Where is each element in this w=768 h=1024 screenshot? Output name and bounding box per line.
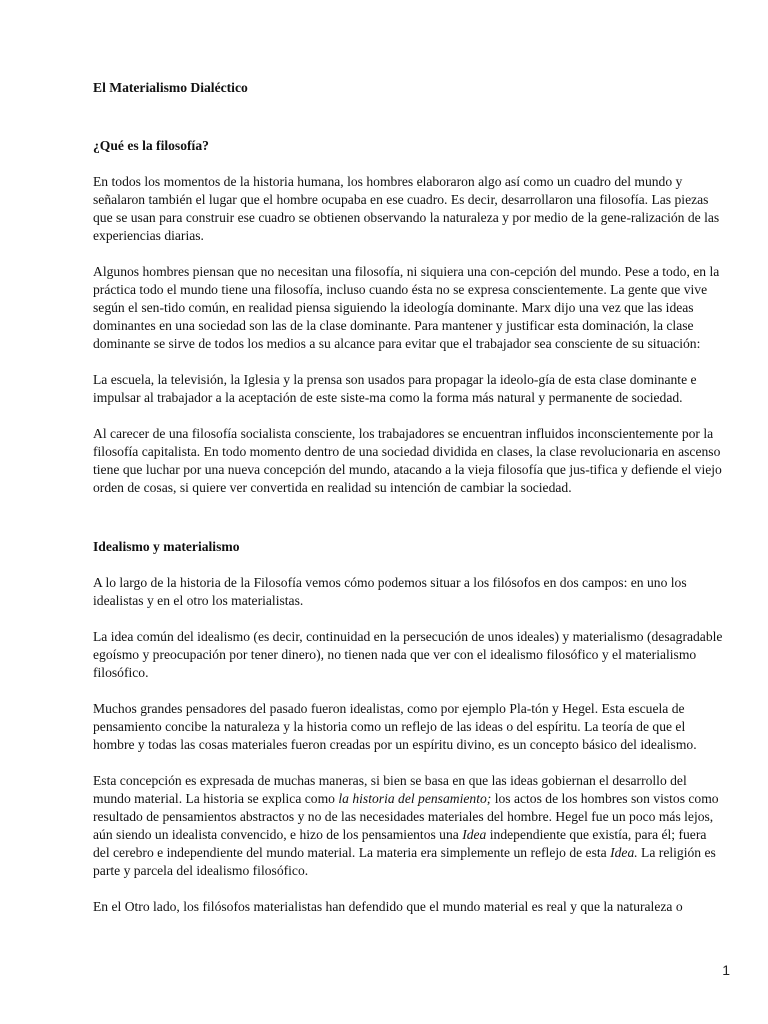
paragraph: En el Otro lado, los filósofos materialistas han defendido que el mundo material es real y que la naturaleza o <box>93 899 683 914</box>
emphasis: Idea <box>462 827 487 842</box>
paragraph: A lo largo de la historia de la Filosofía vemos cómo podemos situar a los filósofos en dos campos: en uno los idealistas y en el otro los materialistas. <box>93 575 687 608</box>
paragraph: La escuela, la televisión, la Iglesia y la prensa son usados para propagar la ideolo-gía de esta clase dominante e impulsar al trabajador a la aceptación de este siste-ma como la forma más natural y permanente de sociedad. <box>93 372 697 405</box>
section-heading: ¿Qué es la filosofía? <box>93 138 209 153</box>
paragraph: Muchos grandes pensadores del pasado fueron idealistas, como por ejemplo Pla-tón y Hegel. Esta escuela de pensamiento concibe la naturaleza y la historia como un reflejo de las ideas o del espíritu. La teoría de que el hombre y todas las cosas materiales fueron creadas por un espíritu divino, es un concepto básico del idealismo. <box>93 701 697 752</box>
text-run: Esta concepción es expresada de muchas maneras, si bien se basa en que las ideas gobiernan el desarrollo del mundo material. La historia se explica como <box>93 773 687 806</box>
paragraph-with-emphasis <box>93 772 723 880</box>
page-body <box>93 79 723 916</box>
emphasis: Idea. <box>610 845 638 860</box>
paragraph: La idea común del idealismo (es decir, continuidad en la persecución de unos ideales) y materialismo (desagradable egoísmo y preocupación por tener dinero), no tienen nada que ver con el idealismo filosófico y el materialismo filosófico. <box>93 629 723 680</box>
text-run: los actos de los hombres son vistos como resultado de pensamientos abstractos y no de las necesidades materiales del hombre. Hegel fue un poco más lejos, aún siendo un idealista convencido, e hizo de los pensamientos una <box>93 791 719 842</box>
page-number: 1 <box>722 962 730 978</box>
paragraph: En todos los momentos de la historia humana, los hombres elaboraron algo así como un cuadro del mundo y señalaron también el lugar que el hombre ocupaba en ese cuadro. Es decir, desarrollaron una filosofía. Las piezas que se usan para construir ese cuadro se obtienen observando la naturaleza y por medio de la gene-ralización de las experiencias diarias. <box>93 174 720 243</box>
text-run: La religión es parte y parcela del idealismo filosófico. <box>93 845 716 878</box>
text-run: independiente que existía, para él; fuera del cerebro e independiente del mundo material. La materia era simplemente un reflejo de esta <box>93 827 707 860</box>
document-title: El Materialismo Dialéctico <box>93 80 248 95</box>
section-idealismo-y-materialismo <box>93 538 723 916</box>
emphasis: la historia del pensamiento; <box>338 791 492 806</box>
paragraph: Al carecer de una filosofía socialista consciente, los trabajadores se encuentran influidos inconscientemente por la filosofía capitalista. En todo momento dentro de una sociedad dividida en clases, la clase revolucionaria en ascenso tiene que luchar por una nueva concepción del mundo, atacando a la vieja filosofía que jus-tifica y defiende el viejo orden de cosas, si quiere ver convertida en realidad su intención de cambiar la sociedad. <box>93 426 722 495</box>
section-heading: Idealismo y materialismo <box>93 539 240 554</box>
section-que-es-la-filosofia <box>93 137 723 497</box>
paragraph: Algunos hombres piensan que no necesitan una filosofía, ni siquiera una con-cepción del mundo. Pese a todo, en la práctica todo el mundo tiene una filosofía, incluso cuando ésta no se expresa conscientemente. La gente que vive según el sen-tido común, en realidad piensa siguiendo la ideología dominante. Marx dijo una vez que las ideas dominantes en una sociedad son las de la clase dominante. Para mantener y justificar esta dominación, la clase dominante se sirve de todos los medios a su alcance para evitar que el trabajador sea consciente de su situación: <box>93 264 720 351</box>
